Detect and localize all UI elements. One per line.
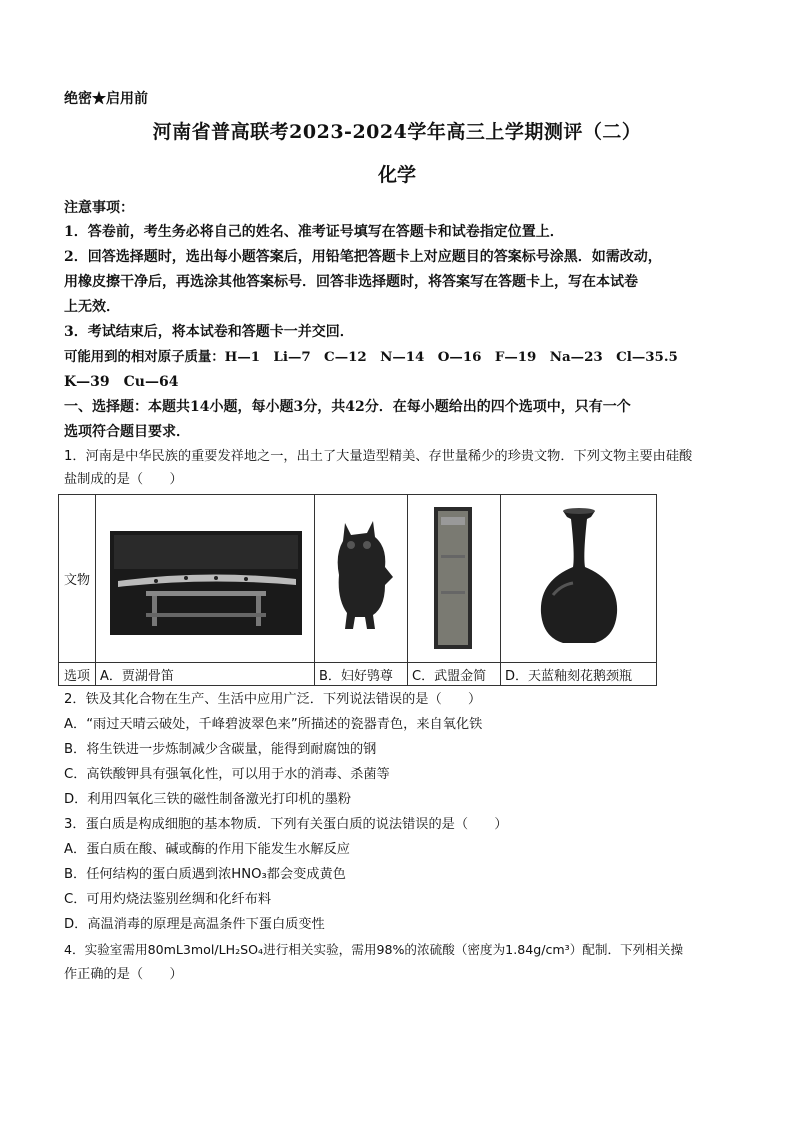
relic-image-row	[59, 495, 657, 663]
question-2-option-a: A．“雨过天晴云破处，千峰碧波翠色来”所描述的瓷器青色，来自氧化铁	[64, 717, 483, 732]
subject-title: 化学	[377, 164, 416, 186]
row-header-options: 选项	[59, 663, 96, 686]
question-2-option-b: B．将生铁进一步炼制减少含碳量，能得到耐腐蚀的钢	[64, 742, 377, 757]
row-header-relics: 文物	[59, 495, 96, 663]
question-1-stem: 1．河南是中华民族的重要发祥地之一，出土了大量造型精美、存世量稀少的珍贵文物．下列文物主要由硅酸	[64, 449, 693, 464]
relic-image-d	[501, 495, 657, 663]
secret-label: 绝密★启用前	[64, 91, 148, 107]
question-3-stem: 3．蛋白质是构成细胞的基本物质．下列有关蛋白质的说法错误的是（ ）	[64, 817, 508, 832]
vase-image	[501, 495, 656, 662]
note-item-3: 3．考试结束后，将本试卷和答题卡一并交回．	[64, 324, 354, 340]
note-item-2-cont: 上无效．	[64, 299, 120, 315]
relics-table	[58, 494, 657, 686]
question-3-option-c: C．可用灼烧法鉴别丝绸和化纤布料	[64, 892, 272, 907]
question-2-stem: 2．铁及其化合物在生产、生活中应用广泛．下列说法错误的是（ ）	[64, 692, 482, 707]
option-a: A．贾湖骨笛	[96, 663, 315, 686]
owl-zun-image	[315, 495, 407, 662]
section-heading-cont: 选项符合题目要求．	[64, 424, 190, 440]
option-d: D．天蓝釉刻花鹅颈瓶	[501, 663, 657, 686]
question-1-stem-cont: 盐制成的是（ ）	[64, 472, 183, 487]
option-b: B．妇好鸮尊	[315, 663, 408, 686]
note-item-1: 1．答卷前，考生务必将自己的姓名、准考证号填写在答题卡和试卷指定位置上．	[64, 224, 564, 240]
option-c: C．武盟金简	[408, 663, 501, 686]
option-label-row	[59, 663, 657, 686]
question-3-option-a: A．蛋白质在酸、碱或酶的作用下能发生水解反应	[64, 842, 350, 857]
atomic-masses-cont: K—39 Cu—64	[64, 374, 179, 390]
section-heading: 一、选择题：本题共14小题，每小题3分，共42分．在每小题给出的四个选项中，只有一个	[64, 399, 631, 415]
atomic-masses: 可能用到的相对原子质量：H—1 Li—7 C—12 N—14 O—16 F—19 Na—23 Cl—35.5	[64, 349, 678, 365]
relic-image-b	[315, 495, 408, 663]
notes-heading: 注意事项：	[64, 200, 134, 216]
question-3-option-d: D．高温消毒的原理是高温条件下蛋白质变性	[64, 917, 325, 932]
note-item-2-cont: 用橡皮擦干净后，再选涂其他答案标号．回答非选择题时，将答案写在答题卡上，写在本试卷	[64, 274, 638, 290]
gold-slip-image	[408, 495, 500, 662]
exam-title: 河南省普高联考2023-2024学年高三上学期测评（二）	[152, 121, 642, 143]
question-4-stem-cont: 作正确的是（ ）	[64, 967, 183, 982]
question-3-option-b: B．任何结构的蛋白质遇到浓HNO₃都会变成黄色	[64, 867, 346, 882]
bone-flute-image	[96, 495, 314, 662]
relic-image-a	[96, 495, 315, 663]
note-item-2: 2．回答选择题时，选出每小题答案后，用铅笔把答题卡上对应题目的答案标号涂黑．如需改动，	[64, 249, 662, 265]
question-4-stem: 4．实验室需用80mL3mol/LH₂SO₄进行相关实验，需用98%的浓硫酸（密度为1.84g/cm³）配制．下列相关操	[64, 942, 684, 957]
question-2-option-c: C．高铁酸钾具有强氧化性，可以用于水的消毒、杀菌等	[64, 767, 390, 782]
relic-image-c	[408, 495, 501, 663]
question-2-option-d: D．利用四氧化三铁的磁性制备激光打印机的墨粉	[64, 792, 352, 807]
